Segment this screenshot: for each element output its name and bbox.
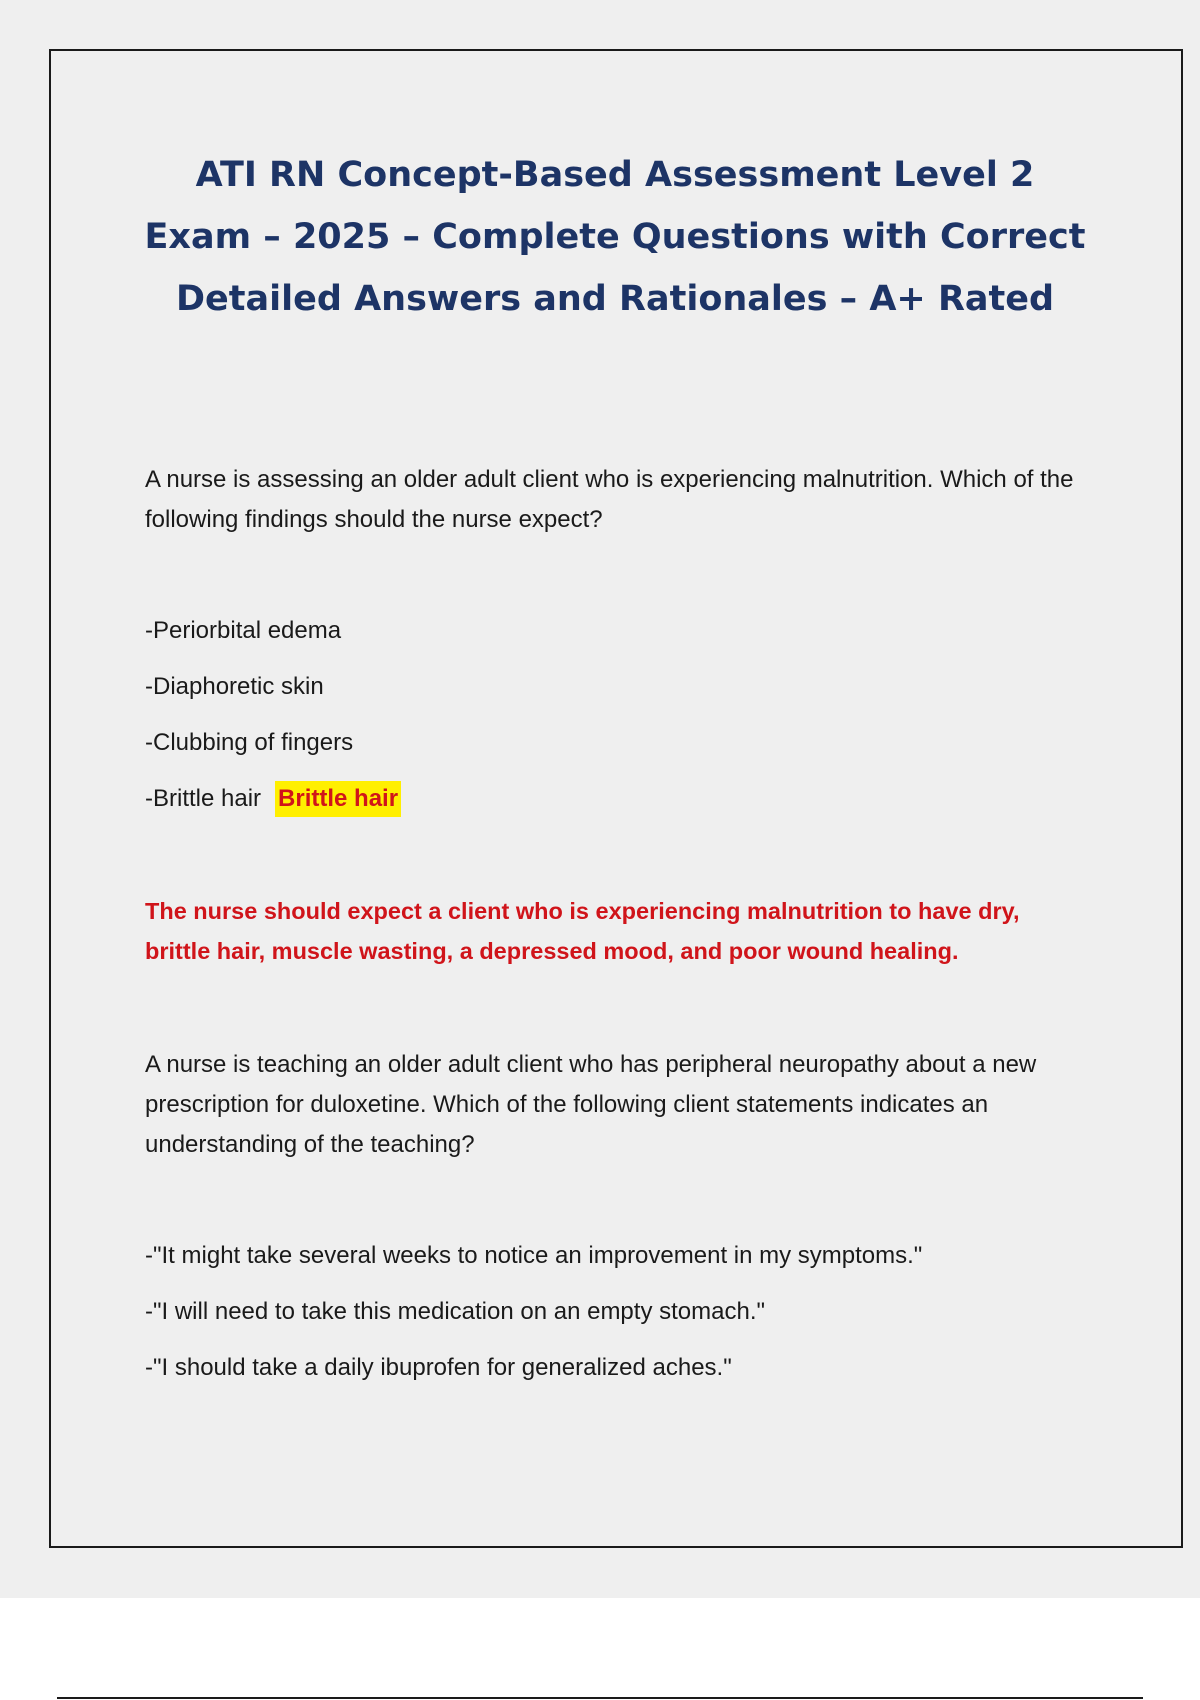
question-2-option-2: -"I will need to take this medication on an empty stomach." (145, 1298, 766, 1325)
question-1-option-4-text: -Brittle hair (145, 785, 262, 812)
question-2-options (145, 1228, 922, 1396)
question-1-option-2: -Diaphoretic skin (145, 673, 324, 700)
question-2-option-1: -"It might take several weeks to notice an improvement in my symptoms." (145, 1242, 923, 1269)
question-1-answer-highlight: Brittle hair (275, 781, 401, 817)
question-1-rationale: The nurse should expect a client who is experiencing malnutrition to have dry, brittle hair, muscle wasting, a depressed mood, and poor wound healing. (145, 898, 1020, 964)
question-1-option-3: -Clubbing of fingers (145, 729, 354, 756)
document-title: ATI RN Concept-Based Assessment Level 2 Exam – 2025 – Complete Questions with Correct Detailed Answers and Rationales – A+ Rated (144, 155, 1086, 319)
question-1-option-1: -Periorbital edema (145, 617, 342, 644)
question-2-stem: A nurse is teaching an older adult client who has peripheral neuropathy about a new prescription for duloxetine. Which of the following client statements indicates an understanding of the teaching? (145, 1051, 1037, 1158)
question-2-option-3: -"I should take a daily ibuprofen for generalized aches." (145, 1354, 732, 1381)
question-1-option-4 (145, 771, 401, 827)
footer-divider (57, 1697, 1143, 1699)
question-1-options (145, 603, 401, 827)
question-1-stem: A nurse is assessing an older adult client who is experiencing malnutrition. Which of the following findings should the nurse expect? (145, 466, 1074, 533)
